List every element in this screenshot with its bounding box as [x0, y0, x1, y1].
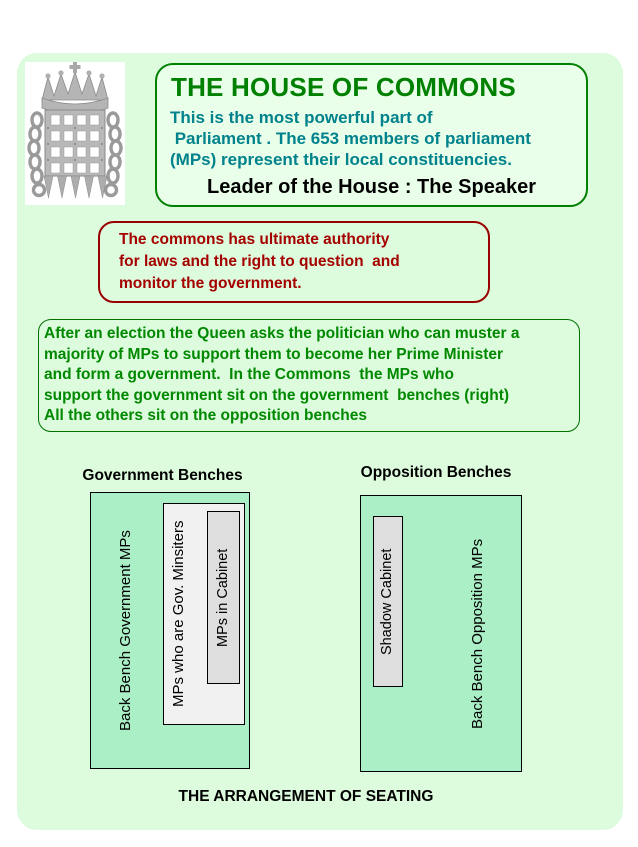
- opposition-bench-box: [360, 495, 522, 772]
- authority-line: monitor the government.: [119, 275, 302, 292]
- parliament-logo-box: [25, 62, 125, 205]
- leader-line: Leader of the House : The Speaker: [207, 176, 536, 198]
- page-title: THE HOUSE OF COMMONS: [171, 72, 516, 102]
- intro-line: (MPs) represent their local constituencies.: [170, 150, 512, 169]
- cabinet-box: [207, 511, 240, 684]
- authority-note: [98, 221, 490, 303]
- authority-line: The commons has ultimate authority: [119, 231, 390, 248]
- intro-line: This is the most powerful part of: [170, 108, 433, 127]
- crowned-portcullis-icon: [25, 62, 125, 205]
- back-bench-government-label: Back Bench Government MPs: [117, 530, 134, 731]
- ministers-box: [163, 503, 245, 725]
- government-bench-box: [90, 492, 250, 769]
- authority-line: for laws and the right to question and: [119, 253, 400, 270]
- government-benches-title: Government Benches: [82, 467, 243, 484]
- intro-line: Parliament . The 653 members of parliament: [170, 129, 531, 148]
- election-line: support the government sit on the government benches (right): [44, 386, 510, 404]
- back-bench-opposition-label: Back Bench Opposition MPs: [469, 538, 486, 729]
- seating-caption: THE ARRANGEMENT OF SEATING: [178, 788, 434, 805]
- header-panel: [155, 63, 588, 207]
- opposition-benches-title: Opposition Benches: [360, 464, 512, 481]
- shadow-cabinet-label: Shadow Cabinet: [379, 548, 395, 655]
- ministers-label: MPs who are Gov. Minsiters: [170, 520, 187, 708]
- election-note: [38, 319, 580, 432]
- intro-paragraph: [170, 107, 531, 170]
- election-line: majority of MPs to support them to become her Prime Minister: [44, 345, 504, 363]
- cabinet-label: MPs in Cabinet: [215, 548, 231, 647]
- election-line: All the others sit on the opposition benches: [44, 407, 367, 424]
- shadow-cabinet-box: [373, 516, 403, 687]
- election-line: and form a government. In the Commons the MPs who: [44, 366, 454, 383]
- election-line: After an election the Queen asks the politician who can muster a: [44, 325, 520, 342]
